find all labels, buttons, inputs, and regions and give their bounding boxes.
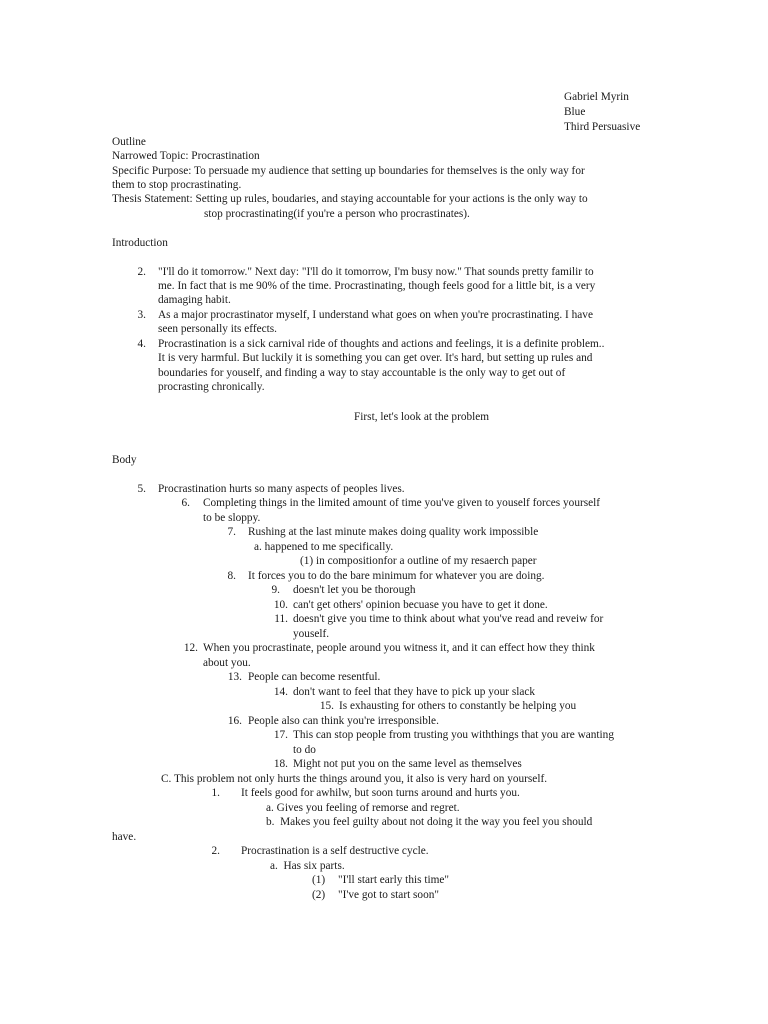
body-item-18-number: 18.	[273, 758, 288, 770]
intro-item-2-number: 2.	[137, 266, 146, 278]
body-item-9: doesn't let you be thorough	[293, 584, 416, 596]
intro-transition: First, let's look at the problem	[354, 411, 490, 423]
body-item-18: Might not put you on the same level as themselves	[293, 758, 522, 770]
outline-title: Outline	[112, 136, 146, 148]
body-item-11-line-2: youself.	[293, 628, 330, 640]
body-item-c2a2-number: (2)	[312, 889, 326, 901]
body-item-c1-number: 1.	[211, 787, 220, 799]
class-name: Blue	[564, 106, 586, 118]
body-item-7a: a. happened to me specifically.	[254, 541, 394, 553]
body-item-17-number: 17.	[273, 729, 288, 741]
body-item-c1b: b. Makes you feel guilty about not doing it the way you feel you should	[266, 816, 593, 828]
body-item-c2: Procrastination is a self destructive cycle.	[241, 845, 429, 857]
intro-item-2-line-2: me. In fact that is me 90% of the time. Procrastinating, though feels good for a little bit, is a very	[158, 280, 596, 292]
body-item-10-number: 10.	[273, 599, 288, 611]
intro-item-4-line-1: Procrastination is a sick carnival ride of thoughts and actions and feelings, it is a definite problem..	[158, 338, 605, 350]
body-item-c2a1: "I'll start early this time"	[338, 874, 450, 886]
body-item-5: Procrastination hurts so many aspects of peoples lives.	[158, 483, 405, 495]
intro-item-2-line-1: "I'll do it tomorrow." Next day: "I'll do it tomorrow, I'm busy now." That sounds pretty familir to	[158, 266, 594, 278]
body-item-17-line-1: This can stop people from trusting you withthings that you are wanting	[293, 729, 614, 741]
intro-heading: Introduction	[112, 237, 168, 249]
specific-purpose: Specific Purpose: To persuade my audience that setting up boundaries for themselves is the only way for	[112, 165, 585, 177]
body-item-15: Is exhausting for others to constantly be helping you	[339, 700, 577, 712]
body-item-9-number: 9.	[271, 584, 280, 596]
body-item-15-number: 15.	[319, 700, 334, 712]
body-item-8-number: 8.	[227, 570, 236, 582]
specific-purpose-cont: them to stop procrastinating.	[112, 179, 242, 191]
thesis-statement-cont: stop procrastinating(if you're a person who procrastinates).	[204, 208, 470, 220]
intro-item-3-line-1: As a major procrastinator myself, I understand what goes on when you're procrastinating. I have	[158, 309, 593, 321]
body-item-11-number: 11.	[274, 613, 288, 625]
body-item-6-line-2: to be sloppy.	[203, 512, 261, 524]
body-item-c2-number: 2.	[211, 845, 220, 857]
body-item-10: can't get others' opinion becuase you have to get it done.	[293, 599, 548, 611]
body-item-c2a1-number: (1)	[312, 874, 326, 886]
body-item-7-number: 7.	[227, 526, 236, 538]
body-item-12-number: 12.	[183, 642, 198, 654]
assignment-name: Third Persuasive	[564, 121, 641, 133]
body-heading: Body	[112, 454, 137, 466]
body-item-c: C. This problem not only hurts the things around you, it also is very hard on yourself.	[161, 773, 548, 785]
body-item-13: People can become resentful.	[248, 671, 381, 683]
thesis-statement: Thesis Statement: Setting up rules, boudaries, and staying accountable for your actions is the only way to	[112, 193, 588, 205]
body-item-c1b-wrap: have.	[112, 831, 137, 843]
intro-item-2-line-3: damaging habit.	[158, 294, 231, 306]
body-item-c2a: a. Has six parts.	[270, 860, 345, 872]
intro-item-3-number: 3.	[137, 309, 146, 321]
author-name: Gabriel Myrin	[564, 91, 629, 103]
body-item-14: don't want to feel that they have to pick up your slack	[293, 686, 536, 698]
body-item-c2a2: "I've got to start soon"	[338, 889, 439, 901]
body-item-11-line-1: doesn't give you time to think about what you've read and reveiw for	[293, 613, 604, 625]
intro-item-4-line-3: boundaries for youself, and finding a way to stay accountable is the only way to get out of	[158, 367, 566, 379]
body-item-17-line-2: to do	[293, 744, 316, 756]
intro-item-3-line-2: seen personally its effects.	[158, 323, 277, 335]
body-item-6-line-1: Completing things in the limited amount of time you've given to youself forces yourself	[203, 497, 601, 509]
intro-item-4-number: 4.	[137, 338, 146, 350]
body-item-c1a: a. Gives you feeling of remorse and regret.	[266, 802, 460, 814]
body-item-7: Rushing at the last minute makes doing quality work impossible	[248, 526, 539, 538]
intro-item-4-line-4: procrasting chronically.	[158, 381, 265, 393]
intro-item-4-line-2: It is very harmful. But luckily it is something you can get over. It's hard, but setting up rules and	[158, 352, 593, 364]
body-item-16-number: 16.	[227, 715, 242, 727]
body-item-8: It forces you to do the bare minimum for whatever you are doing.	[248, 570, 545, 582]
narrowed-topic: Narrowed Topic: Procrastination	[112, 150, 260, 162]
body-item-12-line-2: about you.	[203, 657, 251, 669]
body-item-5-number: 5.	[137, 483, 146, 495]
body-item-c1: It feels good for awhilw, but soon turns around and hurts you.	[241, 787, 520, 799]
body-item-13-number: 13.	[227, 671, 242, 683]
body-item-6-number: 6.	[181, 497, 190, 509]
body-item-16: People also can think you're irresponsible.	[248, 715, 439, 727]
body-item-12-line-1: When you procrastinate, people around you witness it, and it can effect how they think	[203, 642, 595, 654]
body-item-14-number: 14.	[273, 686, 288, 698]
body-item-7a1: (1) in compositionfor a outline of my resaerch paper	[300, 555, 537, 567]
